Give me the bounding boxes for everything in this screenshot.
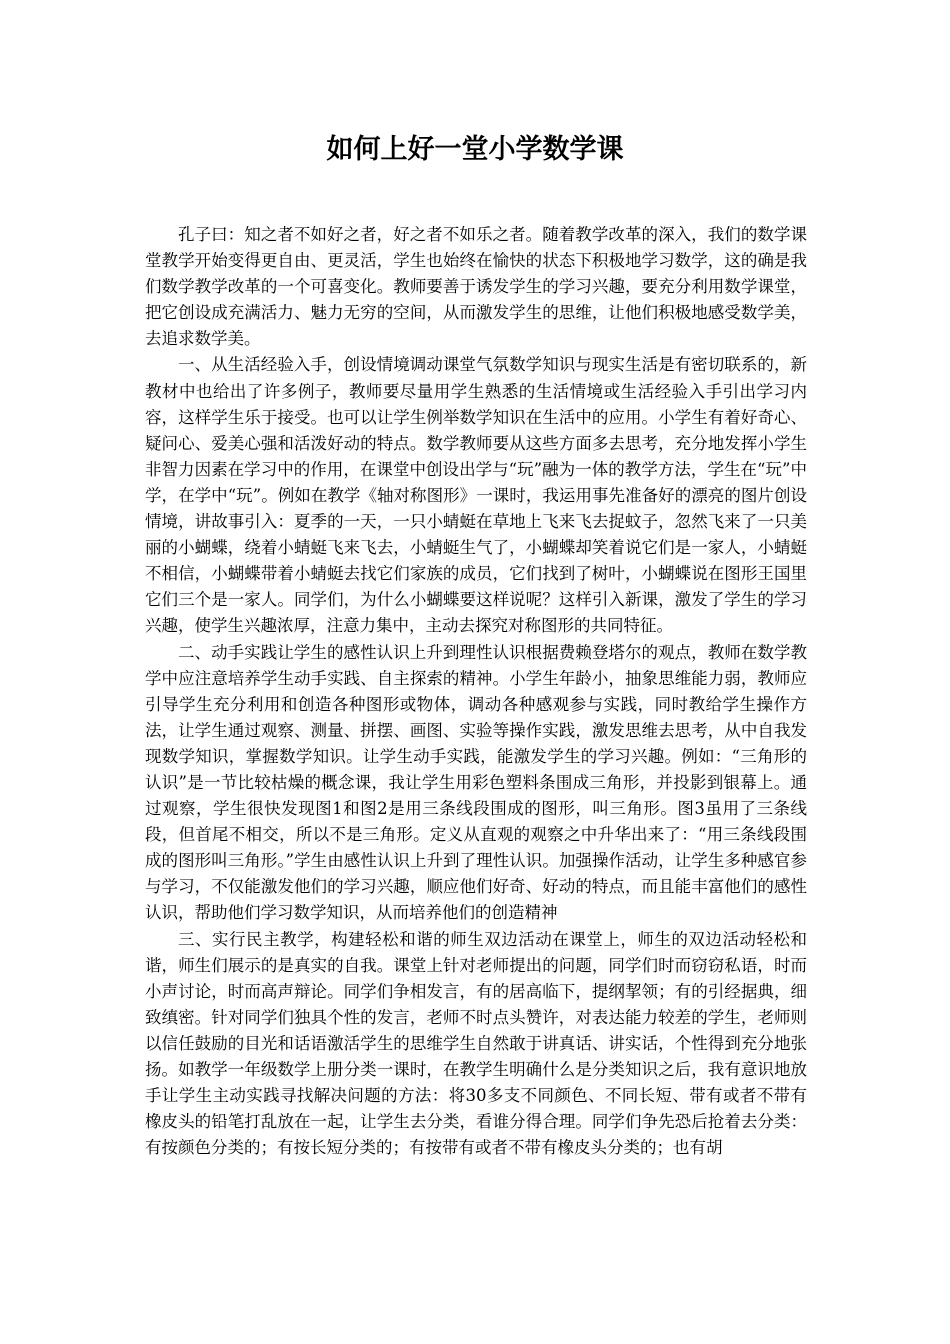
paragraph-section-1: 一、从生活经验入手，创设情境调动课堂气氛数学知识与现实生活是有密切联系的，新教材中也给出了许多例子，教师要尽量用学生熟悉的生活情境或生活经验入手引出学习内容，这样学生乐于接受。也可以让学生例举数学知识在生活中的应用。小学生有着好奇心、疑问心、爱美心强和活泼好动的特点。数学教师要从这些方面多去思考，充分地发挥小学生非智力因素在学习中的作用，在课堂中创设出学与“玩”融为一体的教学方法，学生在“玩”中学，在学中“玩”。例如在教学《轴对称图形》一课时，我运用事先准备好的漂亮的图片创设情境，讲故事引入：夏季的一天，一只小蜻蜓在草地上飞来飞去捉蚊子，忽然飞来了一只美丽的小蝴蝶，绕着小蜻蜓飞来飞去，小蜻蜓生气了，小蝴蝶却笑着说它们是一家人，小蜻蜓不相信，小蝴蝶带着小蜻蜓去找它们家族的成员，它们找到了树叶，小蝴蝶说在图形王国里它们三个是一家人。同学们，为什么小蝴蝶要这样说呢？这样引入新课，激发了学生的学习兴趣，使学生兴趣浓厚，注意力集中，主动去探究对称图形的共同特征。 [145, 355, 807, 636]
paragraph-section-3: 三、实行民主教学，构建轻松和谐的师生双边活动在课堂上，师生的双边活动轻松和谐，师生们展示的是真实的自我。课堂上针对老师提出的问题，同学们时而窃窃私语，时而小声讨论，时而高声辩论。同学们争相发言，有的居高临下，提纲挈领；有的引经据典，细致缜密。针对同学们独具个性的发言，老师不时点头赞许，对表达能力较差的学生，老师则以信任鼓励的目光和话语激活学生的思维学生自然敢于讲真话、讲实话，个性得到充分地张扬。如教学一年级数学上册分类一课时，在教学生明确什么是分类知识之后，我有意识地放手让学生主动实践寻找解决问题的方法：将30多支不同颜色、不同长短、带有或者不带有橡皮头的铅笔打乱放在一起，让学生去分类，看谁分得合理。同学们争先恐后抢着去分类：有按颜色分类的；有按长短分类的；有按带有或者不带有橡皮头分类的；也有胡 [145, 929, 807, 1158]
paragraph-intro: 孔子曰：知之者不如好之者，好之者不如乐之者。随着教学改革的深入，我们的数学课堂教学开始变得更自由、更灵活，学生也始终在愉快的状态下积极地学习数学，这的确是我们数学教学改革的一个可喜变化。教师要善于诱发学生的学习兴趣，要充分利用数学课堂，把它创设成充满活力、魅力无穷的空间，从而激发学生的思维，让他们积极地感受数学美，去追求数学美。 [145, 225, 807, 349]
paragraph-section-2: 二、动手实践让学生的感性认识上升到理性认识根据费赖登塔尔的观点，教师在数学教学中应注意培养学生动手实践、自主探索的精神。小学生年龄小，抽象思维能力弱，教师应引导学生充分利用和创造各种图形或物体，调动各种感观参与实践，同时教给学生操作方法，让学生通过观察、测量、拼摆、画图、实验等操作实践，激发思维去思考，从中自我发现数学知识，掌握数学知识。让学生动手实践，能激发学生的学习兴趣。例如：“三角形的认识”是一节比较枯燥的概念课，我让学生用彩色塑料条围成三角形，并投影到银幕上。通过观察，学生很快发现图1和图2是用三条线段围成的图形，叫三角形。图3虽用了三条线段，但首尾不相交，所以不是三角形。定义从直观的观察之中升华出来了：“用三条线段围成的图形叫三角形。”学生由感性认识上升到了理性认识。加强操作活动，让学生多种感官参与学习，不仅能激发他们的学习兴趣，顺应他们好奇、好动的特点，而且能丰富他们的感性认识，帮助他们学习数学知识，从而培养他们的创造精神 [145, 642, 807, 923]
document-body [145, 222, 807, 1161]
page-title: 如何上好一堂小学数学课 [326, 134, 624, 165]
